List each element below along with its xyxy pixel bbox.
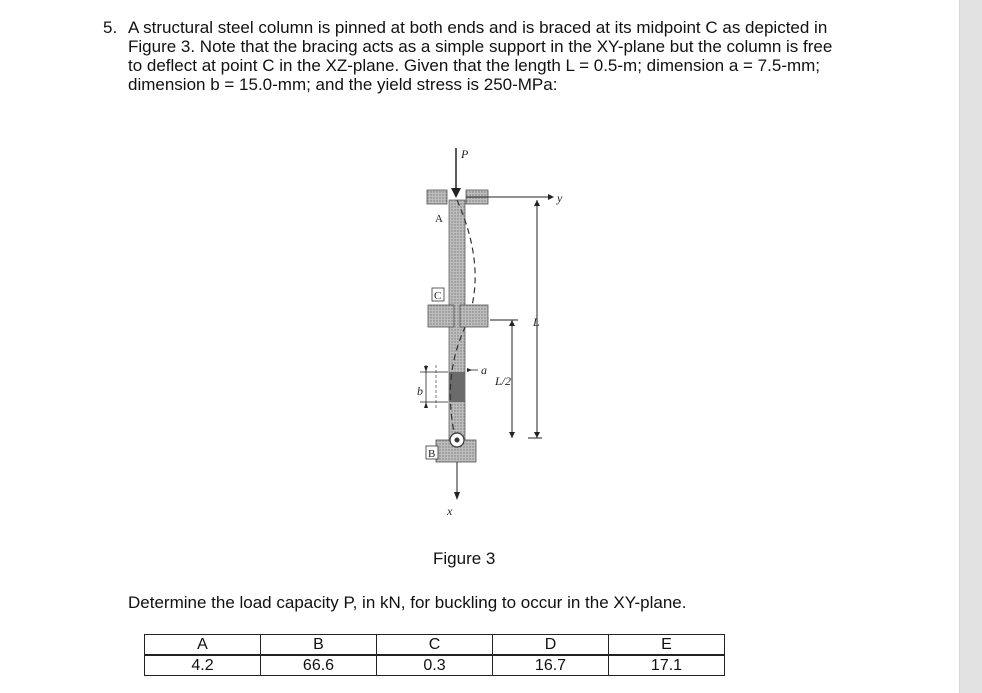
brace-right-block bbox=[460, 305, 488, 327]
top-bracket-left bbox=[427, 190, 447, 204]
choice-letter: E bbox=[609, 635, 725, 656]
choice-letters-row bbox=[145, 635, 725, 656]
choice-value: 4.2 bbox=[145, 655, 261, 676]
load-arrowhead bbox=[451, 188, 461, 198]
choice-letter: D bbox=[493, 635, 609, 656]
y-axis-arrowhead bbox=[548, 194, 554, 200]
choice-value: 0.3 bbox=[377, 655, 493, 676]
brace-left-block bbox=[428, 305, 454, 327]
choice-value: 17.1 bbox=[609, 655, 725, 676]
choice-values-row bbox=[145, 655, 725, 676]
pin-b-label: B bbox=[428, 448, 436, 460]
dim-a-label: a bbox=[481, 363, 487, 377]
question-prompt: Determine the load capacity P, in kN, for buckling to occur in the XY-plane. bbox=[128, 593, 687, 612]
column-figure bbox=[400, 140, 580, 525]
choice-letter: A bbox=[145, 635, 261, 656]
answer-choices-table bbox=[144, 634, 725, 676]
brace-c-label: C bbox=[434, 290, 442, 302]
choice-value: 66.6 bbox=[261, 655, 377, 676]
load-label: P bbox=[461, 147, 469, 161]
x-axis-label: x bbox=[447, 504, 453, 518]
question-text: A structural steel column is pinned at both ends and is braced at its midpoint C as depicted in Figure 3. Note that the bracing acts as a simple support in the XY-plane but the column is free to deflect at point C in the XZ-plane. Given that the length L = 0.5-m; dimension a = 7.5-mm; dimension b = 15.0-mm; and the yield stress is 250-MPa: bbox=[128, 18, 833, 94]
dim-b-label: b bbox=[417, 384, 423, 398]
x-axis-arrowhead bbox=[454, 492, 460, 500]
choice-letter: B bbox=[261, 635, 377, 656]
y-axis-label: y bbox=[557, 191, 563, 205]
figure-caption: Figure 3 bbox=[433, 549, 496, 568]
scrollbar[interactable] bbox=[959, 0, 982, 693]
choice-value: 16.7 bbox=[493, 655, 609, 676]
question-number: 5. bbox=[103, 18, 118, 37]
dim-l2-label: L/2 bbox=[495, 374, 512, 388]
choice-letter: C bbox=[377, 635, 493, 656]
pin-a-label: A bbox=[435, 213, 443, 225]
dim-l-label: L bbox=[533, 315, 540, 329]
